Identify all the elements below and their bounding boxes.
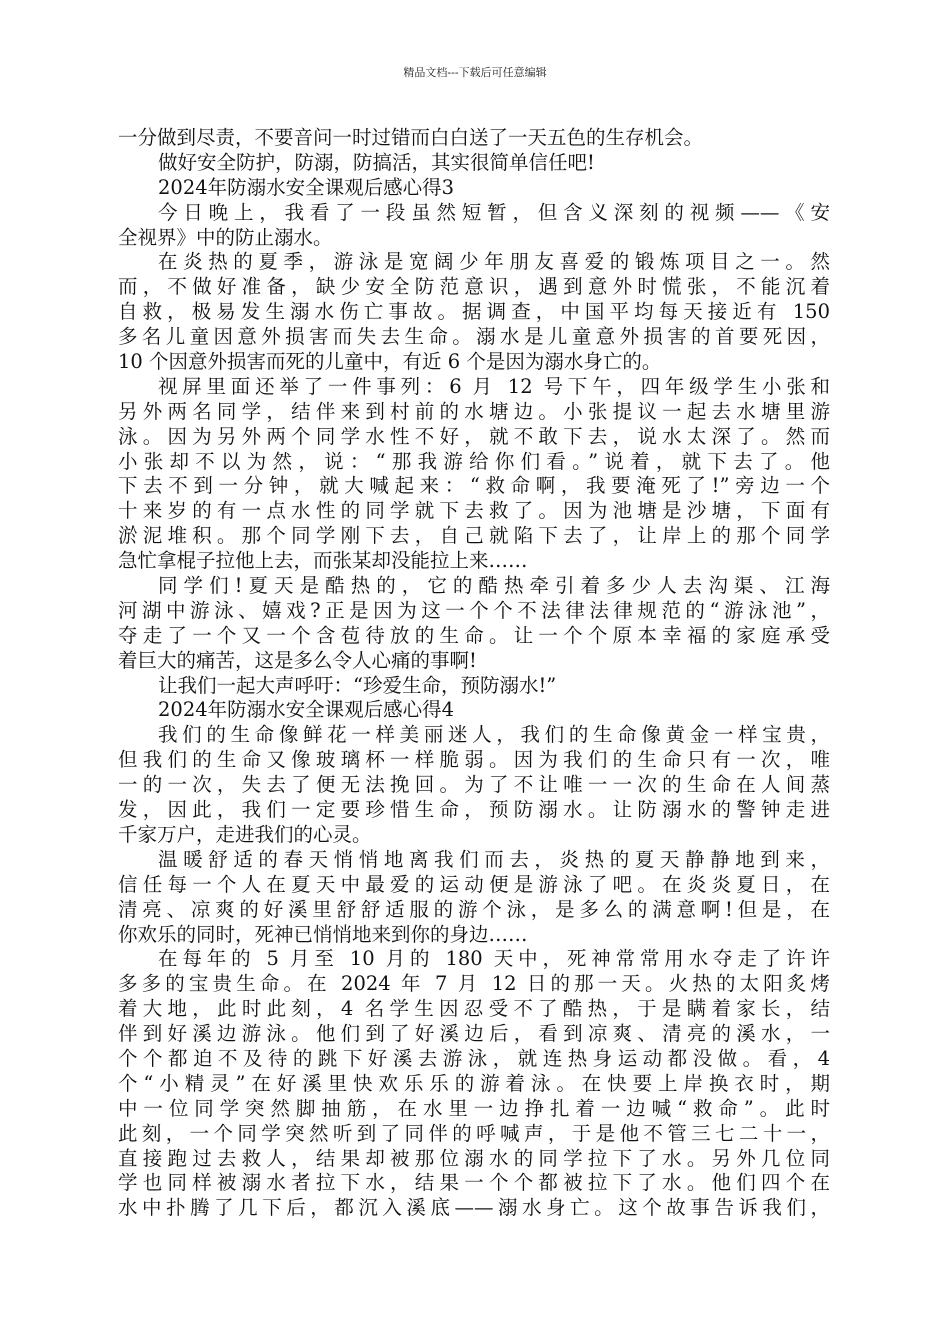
- text-line: 小张却不以为然，说：“那我游给你们看。”说着，就下去了。他: [118, 449, 830, 473]
- text-line: 中一位同学突然脚抽筋，在水里一边挣扎着一边喊“救命”。此时: [118, 1096, 830, 1120]
- text-line: 让我们一起大声呼吁：“珍爱生命，预防溺水!”: [158, 673, 557, 697]
- text-line: 2024年防溺水安全课观后感心得4: [158, 698, 455, 722]
- text-line: 10 个因意外损害而死的儿童中，有近 6 个是因为溺水身亡的。: [118, 350, 662, 374]
- text-line: 做好安全防护，防溺，防搞活，其实很简单信任吧!: [158, 150, 595, 174]
- text-line: 着巨大的痛苦，这是多么令人心痛的事啊!: [118, 648, 477, 672]
- text-line: 自救，极易发生溺水伤亡事故。据调查，中国平均每天接近有 150: [118, 300, 830, 324]
- text-line: 另外两名同学，结伴来到村前的水塘边。小张提议一起去水塘里游: [118, 399, 830, 423]
- text-line: 淤泥堆积。那个同学刚下去，自己就陷下去了，让岸上的那个同学: [118, 524, 830, 548]
- text-line: 在炎热的夏季，游泳是宽阔少年朋友喜爱的锻炼项目之一。然: [158, 250, 830, 274]
- text-line: 同学们!夏天是酷热的，它的酷热牵引着多少人去沟渠、江海: [158, 574, 830, 598]
- text-line: 全视界》中的防止溺水。: [118, 225, 333, 249]
- text-line: 在每年的 5 月至 10 月的 180 天中，死神常常用水夺走了许许: [158, 947, 830, 971]
- text-line: 我们的生命像鲜花一样美丽迷人，我们的生命像黄金一样宝贵，: [158, 723, 830, 747]
- text-line: 着大地，此时此刻，4 名学生因忍受不了酷热，于是瞒着家长，结: [118, 997, 830, 1021]
- text-line: 清亮、凉爽的好溪里舒舒适服的游个泳，是多么的满意啊!但是，在: [118, 897, 830, 921]
- text-line: 多多的宝贵生命。在 2024 年 7 月 12 日的那一天。火热的太阳炙烤: [118, 972, 830, 996]
- text-line: 伴到好溪边游泳。他们到了好溪边后，看到凉爽、清亮的溪水，一: [118, 1022, 830, 1046]
- text-line: 2024年防溺水安全课观后感心得3: [158, 175, 455, 199]
- text-line: 今日晚上，我看了一段虽然短暂，但含义深刻的视频——《安: [158, 200, 830, 224]
- text-line: 水中扑腾了几下后，都沉入溪底——溺水身亡。这个故事告诉我们，: [118, 1196, 830, 1220]
- text-line: 夺走了一个又一个含苞待放的生命。让一个个原本幸福的家庭承受: [118, 623, 830, 647]
- text-line: 一的一次，失去了便无法挽回。为了不让唯一一次的生命在人间蒸: [118, 773, 830, 797]
- document-body: [118, 126, 830, 1221]
- text-line: 温暖舒适的春天悄悄地离我们而去，炎热的夏天静静地到来，: [158, 847, 830, 871]
- text-line: 个“小精灵”在好溪里快欢乐乐的游着泳。在快要上岸换衣时，期: [118, 1071, 830, 1095]
- page-header: 精品文档---下载后可任意编辑: [403, 66, 547, 79]
- text-line: 而，不做好准备，缺少安全防范意识，遇到意外时慌张，不能沉着: [118, 275, 830, 299]
- text-line: 十来岁的有一点水性的同学就下去救了。因为池塘是沙塘，下面有: [118, 499, 830, 523]
- text-line: 个个都迫不及待的跳下好溪去游泳，就连热身运动都没做。看，4: [118, 1046, 830, 1070]
- text-line: 一分做到尽责，不要音问一时过错而白白送了一天五色的生存机会。: [118, 126, 704, 149]
- text-line: 信任每一个人在夏天中最爱的运动便是游泳了吧。在炎炎夏日，在: [118, 872, 830, 896]
- text-line: 你欢乐的同时，死神已悄悄地来到你的身边……: [118, 922, 528, 946]
- text-line: 视屏里面还举了一件事列：6 月 12 号下午，四年级学生小张和: [158, 374, 830, 398]
- text-line: 千家万户，走进我们的心灵。: [118, 822, 372, 846]
- text-line: 此刻，一个同学突然听到了同伴的呼喊声，于是他不管三七二十一，: [118, 1121, 830, 1145]
- text-line: 泳。因为另外两个同学水性不好，就不敢下去，说水太深了。然而: [118, 424, 830, 448]
- text-line: 直接跑过去救人，结果却被那位溺水的同学拉下了水。另外几位同: [118, 1146, 830, 1170]
- text-line: 河湖中游泳、嬉戏?正是因为这一个个不法律法律规范的“游泳池”，: [118, 598, 830, 622]
- text-line: 但我们的生命又像玻璃杯一样脆弱。因为我们的生命只有一次，唯: [118, 748, 830, 772]
- text-line: 学也同样被溺水者拉下水，结果一个个都被拉下了水。他们四个在: [118, 1171, 830, 1195]
- text-line: 下去不到一分钟，就大喊起来：“救命啊，我要淹死了!”旁边一个: [118, 474, 830, 498]
- text-line: 发，因此，我们一定要珍惜生命，预防溺水。让防溺水的警钟走进: [118, 798, 830, 822]
- text-line: 急忙拿棍子拉他上去，而张某却没能拉上来……: [118, 549, 528, 573]
- text-line: 多名儿童因意外损害而失去生命。溺水是儿童意外损害的首要死因，: [118, 325, 830, 349]
